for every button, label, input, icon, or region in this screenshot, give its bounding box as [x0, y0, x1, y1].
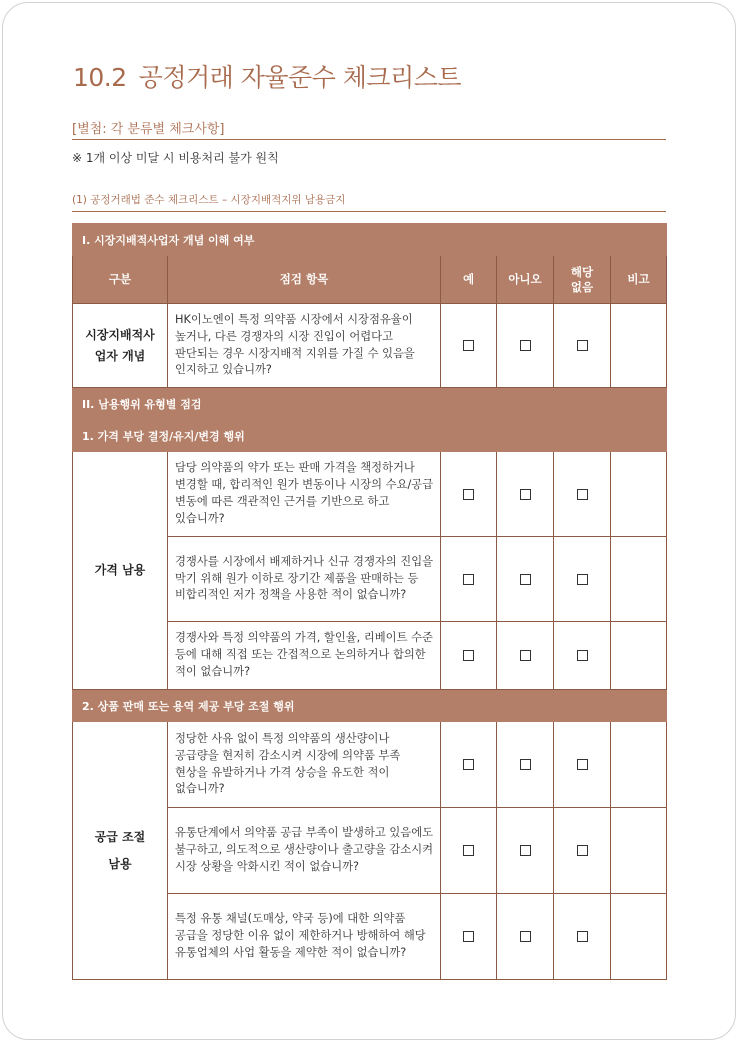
yes-checkbox[interactable] [463, 931, 474, 942]
check-item-text: 담당 의약품의 약가 또는 판매 가격을 책정하거나 변경할 때, 합리적인 원가 변동이나 시장의 수요/공급 변동에 따른 객관적인 근거를 기반으로 하고 있습니까? [168, 452, 441, 537]
remarks-cell[interactable] [611, 452, 667, 537]
category-cell: 가격 남용 [73, 452, 168, 690]
col-remarks-header: 비고 [611, 256, 667, 304]
yes-checkbox[interactable] [463, 340, 474, 351]
check-item-text: 경쟁사를 시장에서 배제하거나 신규 경쟁자의 진입을 막기 위해 원가 이하로 장기간 제품을 판매하는 등 비합리적인 저가 정책을 사용한 적이 없습니까? [168, 537, 441, 622]
col-na-header: 해당 없음 [554, 256, 611, 304]
na-checkbox[interactable] [577, 489, 588, 500]
no-cell [497, 808, 554, 894]
remarks-cell[interactable] [611, 304, 667, 388]
section-band-2 [73, 388, 667, 420]
no-checkbox[interactable] [520, 845, 531, 856]
na-cell [554, 622, 611, 690]
na-cell [554, 537, 611, 622]
na-cell [554, 722, 611, 808]
na-cell [554, 304, 611, 388]
no-cell [497, 452, 554, 537]
na-cell [554, 894, 611, 980]
group-band-1 [73, 420, 667, 452]
na-checkbox[interactable] [577, 931, 588, 942]
section-band-1 [73, 224, 667, 256]
table-row [73, 452, 667, 537]
no-cell [497, 722, 554, 808]
na-checkbox[interactable] [577, 845, 588, 856]
annex-label: [별첨: 각 분류별 체크사항] [72, 122, 225, 137]
remarks-cell[interactable] [611, 537, 667, 622]
no-cell [497, 622, 554, 690]
table-header-row [73, 256, 667, 304]
checklist-table [72, 223, 667, 980]
yes-checkbox[interactable] [463, 489, 474, 500]
table-row [73, 722, 667, 808]
yes-cell [441, 304, 497, 388]
na-cell [554, 452, 611, 537]
no-cell [497, 537, 554, 622]
yes-cell [441, 452, 497, 537]
check-item-text: 정당한 사유 없이 특정 의약품의 생산량이나 공급량을 현저히 감소시켜 시장에 의약품 부족 현상을 유발하거나 가격 상승을 유도한 적이 없습니까? [168, 722, 441, 808]
section-title: 공정거래 자율준수 체크리스트 [138, 63, 462, 92]
category-cell: 시장지배적사업자 개념 [73, 304, 168, 388]
no-checkbox[interactable] [520, 650, 531, 661]
col-no-header: 아니오 [497, 256, 554, 304]
section-band-1-label: I. 시장지배적사업자 개념 이해 여부 [73, 224, 667, 256]
no-checkbox[interactable] [520, 574, 531, 585]
annex-divider [72, 139, 666, 140]
na-checkbox[interactable] [577, 574, 588, 585]
group-band-2-label: 2. 상품 판매 또는 용역 제공 부당 조절 행위 [73, 690, 667, 722]
subtitle-divider [72, 211, 666, 212]
check-item-text: 경쟁사와 특정 의약품의 가격, 할인율, 리베이트 수준 등에 대해 직접 또는 간접적으로 논의하거나 합의한 적이 없습니까? [168, 622, 441, 690]
na-checkbox[interactable] [577, 340, 588, 351]
checklist-subtitle: (1) 공정거래법 준수 체크리스트 – 시장지배적지위 남용금지 [72, 194, 346, 206]
remarks-cell[interactable] [611, 722, 667, 808]
category-line-2: 남용 [108, 856, 132, 871]
group-band-1-label: 1. 가격 부당 결정/유지/변경 행위 [73, 420, 667, 452]
no-cell [497, 894, 554, 980]
yes-cell [441, 722, 497, 808]
remarks-cell[interactable] [611, 894, 667, 980]
na-cell [554, 808, 611, 894]
check-item-text: 특정 유통 채널(도매상, 약국 등)에 대한 의약품 공급을 정당한 이유 없이 제한하거나 방해하여 해당 유통업체의 사업 활동을 제약한 적이 없습니까? [168, 894, 441, 980]
yes-checkbox[interactable] [463, 845, 474, 856]
yes-cell [441, 537, 497, 622]
col-item-header: 점검 항목 [168, 256, 441, 304]
table-row [73, 304, 667, 388]
remarks-cell[interactable] [611, 622, 667, 690]
yes-checkbox[interactable] [463, 650, 474, 661]
na-checkbox[interactable] [577, 650, 588, 661]
no-checkbox[interactable] [520, 931, 531, 942]
remarks-cell[interactable] [611, 808, 667, 894]
group-band-2 [73, 690, 667, 722]
no-checkbox[interactable] [520, 340, 531, 351]
yes-cell [441, 808, 497, 894]
check-item-text: HK이노엔이 특정 의약품 시장에서 시장점유율이 높거나, 다른 경쟁자의 시장 진입이 어렵다고 판단되는 경우 시장지배적 지위를 가질 수 있음을 인지하고 있습니까? [168, 304, 441, 388]
no-cell [497, 304, 554, 388]
yes-cell [441, 894, 497, 980]
check-item-text: 유통단계에서 의약품 공급 부족이 발생하고 있음에도 불구하고, 의도적으로 생산량이나 출고량을 감소시켜 시장 상황을 악화시킨 적이 없습니까? [168, 808, 441, 894]
page-title [73, 58, 461, 94]
yes-checkbox[interactable] [463, 574, 474, 585]
na-checkbox[interactable] [577, 759, 588, 770]
category-line-1: 공급 조절 [94, 830, 146, 845]
no-checkbox[interactable] [520, 489, 531, 500]
yes-cell [441, 622, 497, 690]
yes-checkbox[interactable] [463, 759, 474, 770]
section-band-2-label: II. 남용행위 유형별 점검 [73, 388, 667, 420]
note-text: ※ 1개 이상 미달 시 비용처리 불가 원칙 [72, 151, 279, 165]
section-number: 10.2 [73, 63, 127, 92]
col-yes-header: 예 [441, 256, 497, 304]
category-cell [73, 722, 168, 980]
no-checkbox[interactable] [520, 759, 531, 770]
col-category-header: 구분 [73, 256, 168, 304]
